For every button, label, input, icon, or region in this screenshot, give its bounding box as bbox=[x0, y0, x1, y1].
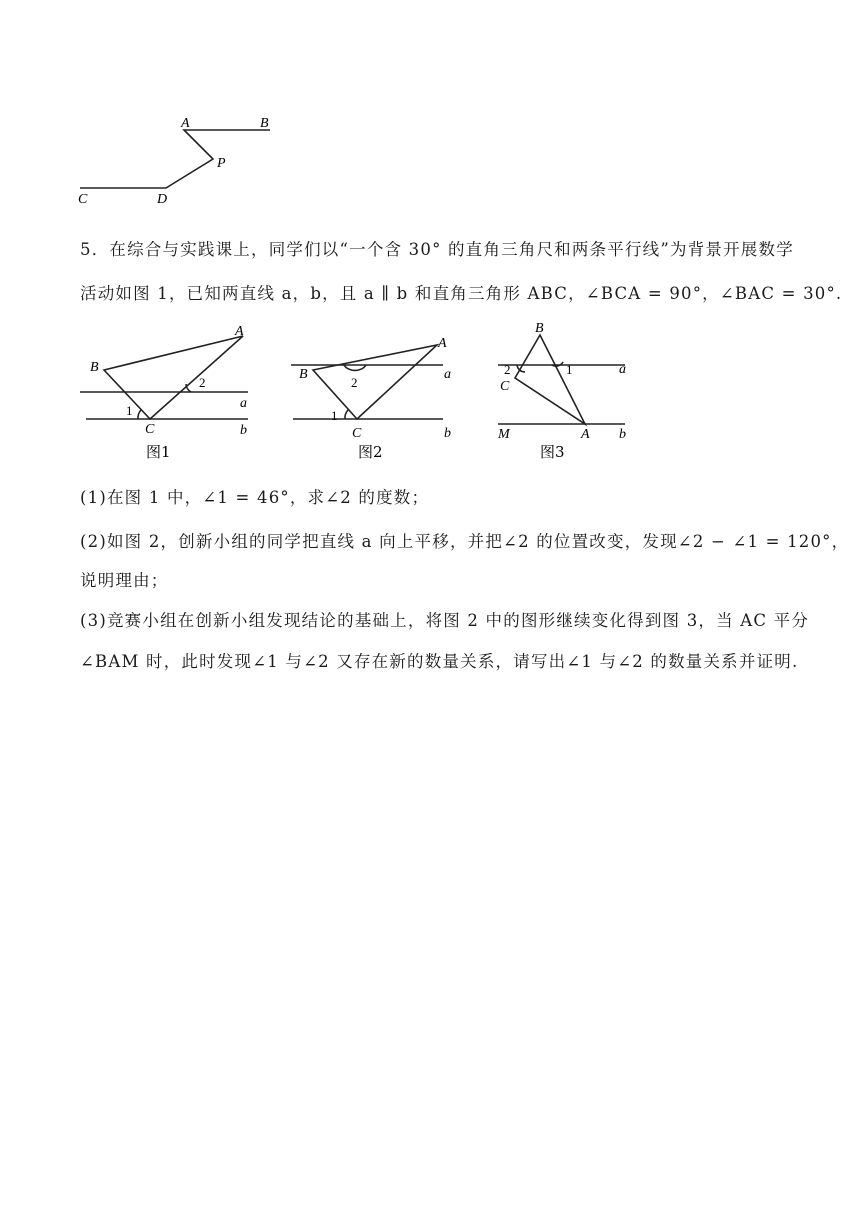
fig3-label-M: M bbox=[498, 427, 510, 442]
fig3-label-1: 1 bbox=[566, 362, 573, 377]
figures-row bbox=[0, 315, 860, 465]
fig3-label-a: a bbox=[619, 362, 626, 377]
question-2-line-1: (2)如图 2，创新小组的同学把直线 a 向上平移，并把∠2 的位置改变，发现∠2 − ∠1 = 120°， bbox=[80, 532, 850, 551]
fig1-label-C: C bbox=[145, 422, 155, 437]
fig3-caption: 图3 bbox=[540, 443, 565, 461]
top-figure-lines bbox=[80, 130, 270, 188]
fig1-caption: 图1 bbox=[146, 443, 171, 461]
label-P: P bbox=[217, 156, 226, 171]
fig2-angle-2-arc bbox=[344, 365, 366, 370]
top-figure bbox=[0, 0, 860, 220]
fig1-label-1: 1 bbox=[126, 403, 133, 418]
fig3-label-b: b bbox=[619, 427, 626, 442]
question-3-line-1: (3)竞赛小组在创新小组发现结论的基础上，将图 2 中的图形继续变化得到图 3，当 AC 平分 bbox=[80, 611, 810, 630]
fig1-label-A: A bbox=[235, 324, 244, 339]
problem-line-1: 5．在综合与实践课上，同学们以“一个含 30° 的直角三角尺和两条平行线”为背景开展数学 bbox=[80, 240, 794, 259]
fig3-label-2: 2 bbox=[504, 362, 511, 377]
label-D: D bbox=[157, 192, 168, 207]
figure-1 bbox=[80, 324, 248, 461]
fig1-angle-1-arc bbox=[138, 410, 141, 419]
fig1-label-b: b bbox=[240, 423, 247, 438]
fig2-label-b: b bbox=[444, 426, 451, 441]
figure-2 bbox=[291, 336, 451, 461]
label-A: A bbox=[181, 116, 190, 131]
fig1-label-a: a bbox=[240, 396, 247, 411]
fig2-label-B: B bbox=[299, 367, 308, 382]
fig3-label-B: B bbox=[535, 321, 544, 336]
label-B: B bbox=[260, 116, 269, 131]
question-1: (1)在图 1 中，∠1 = 46°，求∠2 的度数； bbox=[80, 488, 430, 507]
fig2-caption: 图2 bbox=[358, 443, 383, 461]
fig2-angle-1-arc bbox=[345, 410, 348, 419]
label-C: C bbox=[78, 192, 88, 207]
fig3-label-A: A bbox=[581, 427, 590, 442]
fig1-label-B: B bbox=[90, 360, 99, 375]
fig1-label-2: 2 bbox=[199, 375, 206, 390]
fig2-label-a: a bbox=[444, 367, 451, 382]
question-2-line-2: 说明理由； bbox=[80, 571, 169, 590]
question-3-line-2: ∠BAM 时，此时发现∠1 与∠2 又存在新的数量关系，请写出∠1 与∠2 的数量关系并证明. bbox=[80, 652, 799, 671]
fig2-label-A: A bbox=[438, 336, 447, 351]
fig3-label-C: C bbox=[500, 379, 510, 394]
problem-line-2: 活动如图 1，已知两直线 a，b，且 a ∥ b 和直角三角形 ABC，∠BCA = 90°，∠BAC = 30°. bbox=[80, 284, 843, 303]
fig2-label-C: C bbox=[352, 426, 362, 441]
fig2-label-2: 2 bbox=[351, 375, 358, 390]
fig2-label-1: 1 bbox=[331, 408, 338, 423]
figure-3 bbox=[497, 321, 626, 461]
